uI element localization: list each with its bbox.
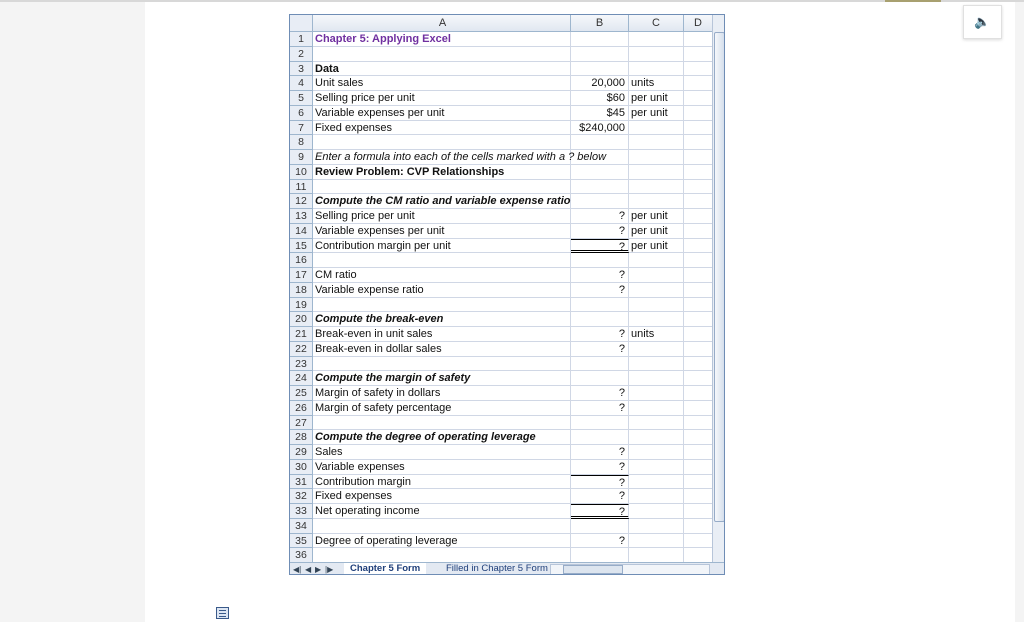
cell-a[interactable]: Chapter 5: Applying Excel <box>313 32 571 47</box>
cell-a[interactable]: Compute the break-even <box>313 312 571 327</box>
sheet-row <box>290 460 713 475</box>
cell-c[interactable] <box>629 47 684 62</box>
cell-d[interactable] <box>684 150 713 165</box>
cell-b[interactable] <box>571 371 629 386</box>
sheet-row <box>290 209 713 224</box>
cell-b[interactable] <box>571 47 629 62</box>
sheet-row <box>290 312 713 327</box>
tab-filled-in-chapter-5-form[interactable]: Filled in Chapter 5 Form <box>446 563 548 574</box>
cell-a[interactable]: Review Problem: CVP Relationships <box>313 165 571 180</box>
cell-d[interactable] <box>684 180 713 195</box>
sheet-row <box>290 489 713 504</box>
cell-d[interactable] <box>684 106 713 121</box>
cell-d[interactable] <box>684 283 713 298</box>
cell-b[interactable]: ? <box>571 504 629 519</box>
cell-a[interactable]: Break-even in dollar sales <box>313 342 571 357</box>
sheet-row <box>290 106 713 121</box>
sheet-row <box>290 327 713 342</box>
cell-b[interactable] <box>571 298 629 313</box>
cell-b[interactable] <box>571 312 629 327</box>
cell-b[interactable] <box>571 180 629 195</box>
cell-c[interactable] <box>629 32 684 47</box>
row-number: 34 <box>290 519 313 534</box>
row-number: 31 <box>290 475 313 490</box>
cell-a[interactable]: Variable expenses per unit <box>313 106 571 121</box>
row-number: 25 <box>290 386 313 401</box>
cell-a[interactable]: Enter a formula into each of the cells marked with a ? below <box>315 151 607 163</box>
cell-d[interactable] <box>684 416 713 431</box>
sheet-row <box>290 180 713 195</box>
cell-b[interactable]: ? <box>571 475 629 490</box>
row-number: 12 <box>290 194 313 209</box>
cell-a[interactable]: Sales <box>313 445 571 460</box>
cell-c[interactable] <box>629 504 684 519</box>
row-number: 23 <box>290 357 313 372</box>
cell-c[interactable] <box>629 135 684 150</box>
cell-a[interactable] <box>313 548 571 563</box>
cell-a[interactable] <box>313 416 571 431</box>
row-number: 32 <box>290 489 313 504</box>
cell-d[interactable] <box>684 165 713 180</box>
column-header-b: B <box>571 15 629 32</box>
scroll-thumb[interactable] <box>714 32 725 522</box>
sheet-row <box>290 283 713 298</box>
cell-c[interactable] <box>629 386 684 401</box>
row-number: 11 <box>290 180 313 195</box>
cell-a[interactable]: Unit sales <box>313 76 571 91</box>
row-number: 4 <box>290 76 313 91</box>
cell-a[interactable]: Fixed expenses <box>313 121 571 136</box>
cell-c[interactable] <box>629 460 684 475</box>
cell-a[interactable]: Contribution margin per unit <box>313 239 571 254</box>
speaker-icon[interactable]: 🔈 <box>963 5 1002 39</box>
cell-d[interactable] <box>684 460 713 475</box>
sheet-row <box>290 32 713 47</box>
cell-d[interactable] <box>684 298 713 313</box>
cell-a[interactable] <box>313 135 571 150</box>
cell-c[interactable] <box>629 298 684 313</box>
sheet-row <box>290 401 713 416</box>
cell-b[interactable] <box>571 150 629 165</box>
row-number: 6 <box>290 106 313 121</box>
cell-c[interactable] <box>629 475 684 490</box>
sheet-tab-bar <box>290 562 724 575</box>
cell-b[interactable] <box>571 430 629 445</box>
cell-b[interactable] <box>571 135 629 150</box>
sheet-row <box>290 165 713 180</box>
cell-b[interactable] <box>571 194 629 209</box>
cell-a[interactable]: Compute the degree of operating leverage <box>313 430 571 445</box>
cell-b[interactable]: ? <box>571 239 629 254</box>
cell-a[interactable]: Variable expense ratio <box>313 283 571 298</box>
row-number: 16 <box>290 253 313 268</box>
cell-a[interactable]: Fixed expenses <box>313 489 571 504</box>
cell-c[interactable]: units <box>629 327 684 342</box>
row-number: 35 <box>290 534 313 549</box>
cell-c[interactable] <box>629 430 684 445</box>
cell-a[interactable]: Margin of safety in dollars <box>313 386 571 401</box>
sheet-row <box>290 342 713 357</box>
cell-d[interactable] <box>684 209 713 224</box>
cell-c[interactable]: per unit <box>629 91 684 106</box>
cell-c[interactable] <box>629 534 684 549</box>
cell-c[interactable] <box>629 519 684 534</box>
first-sheet-button[interactable]: ◀| <box>293 565 302 574</box>
cell-c[interactable]: per unit <box>629 106 684 121</box>
cell-b[interactable]: $60 <box>571 91 629 106</box>
sheet-row <box>290 121 713 136</box>
row-number: 3 <box>290 62 313 77</box>
cell-d[interactable] <box>684 327 713 342</box>
sheet-row <box>290 91 713 106</box>
cell-c[interactable] <box>629 489 684 504</box>
cell-b[interactable]: 20,000 <box>571 76 629 91</box>
row-number: 5 <box>290 91 313 106</box>
cell-b[interactable]: ? <box>571 445 629 460</box>
row-number: 36 <box>290 548 313 563</box>
cell-d[interactable] <box>684 76 713 91</box>
document-icon[interactable] <box>216 607 229 619</box>
row-number: 17 <box>290 268 313 283</box>
sheet-row <box>290 519 713 534</box>
cell-a[interactable] <box>313 519 571 534</box>
cell-a[interactable] <box>313 47 571 62</box>
row-number: 1 <box>290 32 313 47</box>
cell-b[interactable] <box>571 62 629 77</box>
row-number: 29 <box>290 445 313 460</box>
cell-d[interactable] <box>684 445 713 460</box>
cell-b[interactable]: $240,000 <box>571 121 629 136</box>
sheet-row <box>290 548 713 563</box>
prev-sheet-button[interactable]: ◀ <box>305 565 312 574</box>
row-number: 9 <box>290 150 313 165</box>
cell-b[interactable]: ? <box>571 209 629 224</box>
cell-c[interactable] <box>629 62 684 77</box>
row-number: 18 <box>290 283 313 298</box>
select-all-corner <box>290 15 313 32</box>
cell-a[interactable] <box>313 298 571 313</box>
cell-c[interactable] <box>629 342 684 357</box>
cell-c[interactable]: per unit <box>629 209 684 224</box>
cell-a[interactable]: Compute the CM ratio and variable expense ratio <box>315 195 571 208</box>
cell-d[interactable] <box>684 371 713 386</box>
sheet-row <box>290 76 713 91</box>
row-number: 21 <box>290 327 313 342</box>
sheet-row <box>290 62 713 77</box>
cell-b[interactable]: ? <box>571 224 629 239</box>
cell-d[interactable] <box>684 47 713 62</box>
cell-c[interactable] <box>629 283 684 298</box>
cell-c[interactable] <box>629 312 684 327</box>
cell-c[interactable] <box>629 357 684 372</box>
sheet-row <box>290 430 713 445</box>
column-header-c: C <box>629 15 684 32</box>
cell-d[interactable] <box>684 91 713 106</box>
next-sheet-button[interactable]: ▶ <box>315 565 322 574</box>
cell-b[interactable]: ? <box>571 268 629 283</box>
cell-c[interactable] <box>629 194 684 209</box>
cell-d[interactable] <box>684 135 713 150</box>
sheet-row <box>290 239 713 254</box>
cell-c[interactable] <box>629 121 684 136</box>
cell-a[interactable]: Break-even in unit sales <box>313 327 571 342</box>
cell-b[interactable]: ? <box>571 489 629 504</box>
cell-b[interactable] <box>571 519 629 534</box>
cell-d[interactable] <box>684 253 713 268</box>
vertical-scrollbar[interactable] <box>712 15 725 563</box>
row-number: 13 <box>290 209 313 224</box>
sheet-row <box>290 194 713 209</box>
cell-b[interactable]: ? <box>571 460 629 475</box>
cell-c[interactable] <box>629 165 684 180</box>
sheet-row <box>290 416 713 431</box>
cell-d[interactable] <box>684 401 713 416</box>
cell-a[interactable] <box>313 357 571 372</box>
cell-c[interactable] <box>629 401 684 416</box>
row-number: 2 <box>290 47 313 62</box>
cell-d[interactable] <box>684 519 713 534</box>
cell-d[interactable] <box>684 357 713 372</box>
last-sheet-button[interactable]: |▶ <box>325 565 334 574</box>
cell-d[interactable] <box>684 312 713 327</box>
row-number: 7 <box>290 121 313 136</box>
row-number: 28 <box>290 430 313 445</box>
row-number: 14 <box>290 224 313 239</box>
cell-a[interactable]: Contribution margin <box>313 475 571 490</box>
column-header-row <box>290 15 713 32</box>
cell-a[interactable]: Variable expenses per unit <box>313 224 571 239</box>
row-number: 24 <box>290 371 313 386</box>
cell-b[interactable]: ? <box>571 327 629 342</box>
cell-c[interactable] <box>629 445 684 460</box>
sheet-row <box>290 268 713 283</box>
cell-b[interactable] <box>571 32 629 47</box>
row-number: 30 <box>290 460 313 475</box>
cell-c[interactable] <box>629 180 684 195</box>
sheet-row <box>290 150 713 165</box>
cell-d[interactable] <box>684 430 713 445</box>
sheet-row <box>290 371 713 386</box>
cell-a[interactable] <box>313 253 571 268</box>
sheet-row <box>290 504 713 519</box>
cell-c[interactable] <box>629 268 684 283</box>
cell-d[interactable] <box>684 534 713 549</box>
cell-a[interactable]: CM ratio <box>313 268 571 283</box>
tab-chapter-5-form[interactable]: Chapter 5 Form <box>344 563 426 575</box>
row-number: 15 <box>290 239 313 254</box>
sheet-row <box>290 135 713 150</box>
cell-a[interactable]: Margin of safety percentage <box>313 401 571 416</box>
cell-d[interactable] <box>684 386 713 401</box>
row-number: 8 <box>290 135 313 150</box>
cell-a[interactable]: Compute the margin of safety <box>313 371 571 386</box>
cell-b[interactable]: ? <box>571 342 629 357</box>
cell-b[interactable]: ? <box>571 401 629 416</box>
row-number: 33 <box>290 504 313 519</box>
cell-b[interactable] <box>571 548 629 563</box>
cell-c[interactable] <box>629 416 684 431</box>
cell-a[interactable] <box>313 180 571 195</box>
horizontal-scrollbar[interactable] <box>550 564 710 575</box>
cell-a[interactable]: Data <box>313 62 571 77</box>
sheet-row <box>290 47 713 62</box>
cell-d[interactable] <box>684 239 713 254</box>
cell-grid <box>290 15 713 563</box>
cell-c[interactable] <box>629 371 684 386</box>
cell-d[interactable] <box>684 342 713 357</box>
cell-b[interactable] <box>571 253 629 268</box>
cell-a[interactable]: Selling price per unit <box>313 91 571 106</box>
sheet-row <box>290 224 713 239</box>
cell-c[interactable] <box>629 150 684 165</box>
cell-b[interactable] <box>571 416 629 431</box>
row-number: 26 <box>290 401 313 416</box>
cell-d[interactable] <box>684 548 713 563</box>
row-number: 22 <box>290 342 313 357</box>
cell-a[interactable]: Selling price per unit <box>313 209 571 224</box>
cell-d[interactable] <box>684 121 713 136</box>
row-number: 19 <box>290 298 313 313</box>
cell-d[interactable] <box>684 32 713 47</box>
sheet-row <box>290 534 713 549</box>
sheet-row <box>290 253 713 268</box>
row-number: 20 <box>290 312 313 327</box>
cell-b[interactable]: $45 <box>571 106 629 121</box>
cell-d[interactable] <box>684 504 713 519</box>
row-number: 27 <box>290 416 313 431</box>
column-header-d: D <box>684 15 713 32</box>
cell-c[interactable] <box>629 253 684 268</box>
cell-c[interactable]: per unit <box>629 239 684 254</box>
cell-a[interactable]: Variable expenses <box>313 460 571 475</box>
cell-c[interactable]: units <box>629 76 684 91</box>
cell-b[interactable] <box>571 357 629 372</box>
cell-a[interactable]: Degree of operating leverage <box>313 534 571 549</box>
sheet-row <box>290 298 713 313</box>
spreadsheet-image <box>289 14 725 575</box>
sheet-row <box>290 475 713 490</box>
cell-d[interactable] <box>684 268 713 283</box>
cell-d[interactable] <box>684 62 713 77</box>
cell-a[interactable]: Net operating income <box>313 504 571 519</box>
cell-d[interactable] <box>684 475 713 490</box>
sheet-row <box>290 386 713 401</box>
sheet-row <box>290 445 713 460</box>
cell-b[interactable]: ? <box>571 386 629 401</box>
cell-b[interactable]: ? <box>571 534 629 549</box>
column-header-a: A <box>313 15 571 32</box>
cell-b[interactable]: ? <box>571 283 629 298</box>
row-number: 10 <box>290 165 313 180</box>
cell-d[interactable] <box>684 224 713 239</box>
cell-c[interactable]: per unit <box>629 224 684 239</box>
cell-d[interactable] <box>684 194 713 209</box>
sheet-row <box>290 357 713 372</box>
cell-b[interactable] <box>571 165 629 180</box>
cell-d[interactable] <box>684 489 713 504</box>
h-scroll-thumb[interactable] <box>563 565 623 574</box>
cell-c[interactable] <box>629 548 684 563</box>
